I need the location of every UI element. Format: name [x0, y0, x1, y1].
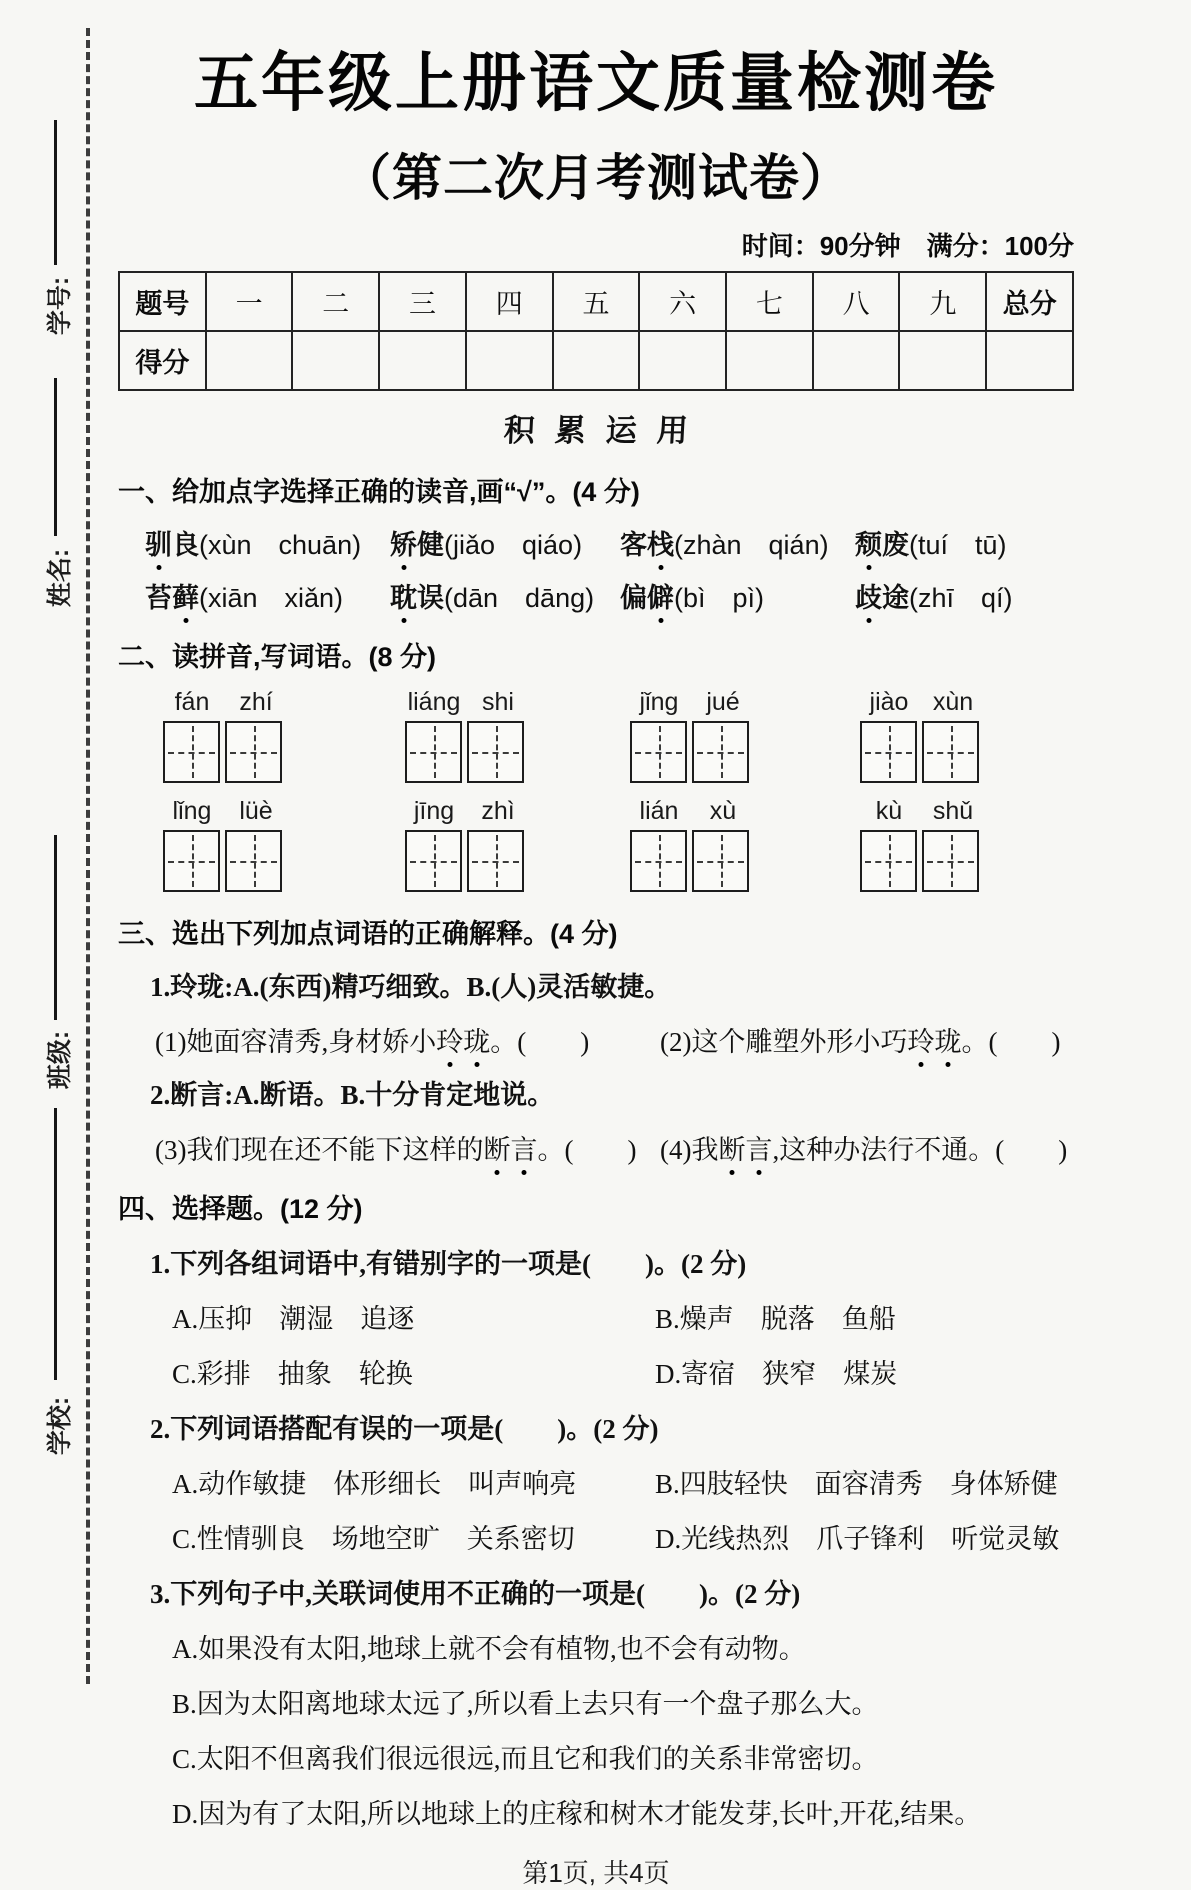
q1-word: [855, 530, 909, 560]
q3-definition-line: 2.断言:A.断语。B.十分肯定地说。: [150, 1080, 555, 1110]
character-writing-box: [225, 830, 282, 892]
q2-pinyin-label: [860, 797, 982, 826]
character-writing-box: [225, 721, 282, 783]
q3-sentence-pair: [118, 1128, 1074, 1167]
pinyin-syllable: lüè: [239, 797, 273, 825]
pinyin-syllable: kù: [875, 797, 903, 825]
pinyin-syllable: jué: [706, 688, 740, 716]
score-table-cell: 七: [726, 272, 813, 331]
q4-option-row: [118, 1352, 1074, 1391]
q2-pinyin-row: [118, 688, 1074, 783]
q4-option: B.燥声 脱落 鱼船: [655, 1304, 896, 1334]
name-label: 姓名:: [46, 548, 74, 608]
q4-subquestion-stem: 2.下列词语搭配有误的一项是( )。(2 分): [150, 1414, 659, 1444]
pinyin-syllable: zhì: [481, 797, 515, 825]
score-empty-cell: [813, 331, 900, 390]
q1-word-row: [118, 576, 1074, 615]
q2-writing-boxes: [860, 830, 1074, 892]
q4-option-row: [118, 1297, 1074, 1336]
score-empty-cell: [379, 331, 466, 390]
exam-time-score-meta: 时间：90分钟 满分：100分: [741, 231, 1074, 261]
score-empty-cell: [292, 331, 379, 390]
dotted-character: 偏: [620, 583, 647, 613]
q2-writing-boxes: [163, 830, 405, 892]
q1-word-item: [390, 576, 620, 615]
name-blank-line: [54, 378, 57, 536]
character-writing-box: [630, 721, 687, 783]
dotted-character: 珑: [934, 1020, 961, 1059]
pinyin-syllable: shi: [482, 688, 514, 716]
dotted-character: 珑: [463, 1020, 490, 1059]
q3-sentence: (3)我们现在还不能下这样的断言。( ): [155, 1128, 660, 1167]
q4-body: [118, 1242, 1074, 1831]
character-writing-box: [630, 830, 687, 892]
score-table-cell: 一: [206, 272, 293, 331]
q1-pinyin-options: (dān dāng): [444, 583, 595, 613]
q1-word: [145, 530, 199, 560]
character-writing-box: [405, 830, 462, 892]
q2-pinyin-group: [163, 797, 405, 892]
score-empty-cell: [899, 331, 986, 390]
q4-title: 四、选择题。(12 分): [118, 1194, 363, 1224]
score-empty-cell: [639, 331, 726, 390]
pinyin-syllable: jiào: [869, 688, 909, 716]
q1-word-row: [118, 523, 1074, 562]
q3-title: 三、选出下列加点词语的正确解释。(4 分): [118, 919, 618, 949]
dotted-character: 途: [882, 583, 909, 613]
score-table-cell: 八: [813, 272, 900, 331]
q2-pinyin-group: [630, 797, 860, 892]
dotted-character: 误: [417, 583, 444, 613]
q1-word-item: [620, 523, 855, 562]
student-id-label: 学号:: [46, 276, 74, 336]
section-title: 积累运用: [502, 413, 709, 448]
pinyin-syllable: lǐng: [172, 797, 212, 825]
q1-word-item: [390, 523, 620, 562]
dotted-character: 矫: [390, 523, 417, 562]
pinyin-syllable: jīng: [413, 797, 455, 825]
dotted-character: 良: [172, 530, 199, 560]
character-writing-box: [860, 721, 917, 783]
q4-option-line: D.因为有了太阳,所以地球上的庄稼和树木才能发芽,长叶,开花,结果。: [172, 1799, 982, 1829]
q4-option-row: [118, 1462, 1074, 1501]
score-table: [118, 271, 1074, 391]
q1-pinyin-options: (xùn chuān): [199, 530, 362, 560]
q1-word: [855, 583, 909, 613]
q2-pinyin-label: [405, 688, 527, 717]
q2-pinyin-group: [860, 688, 1074, 783]
q4-option: C.性情驯良 场地空旷 关系密切: [172, 1524, 575, 1554]
score-table-cell: 三: [379, 272, 466, 331]
q1-word-rows: [118, 523, 1074, 615]
q4-option: D.寄宿 狭窄 煤炭: [655, 1359, 898, 1389]
cut-dashed-line: [86, 28, 90, 1684]
q4-option: B.四肢轻快 面容清秀 身体矫健: [655, 1469, 1058, 1499]
q3-body: [118, 965, 1074, 1167]
character-writing-box: [860, 830, 917, 892]
score-table-cell: 四: [466, 272, 553, 331]
score-table-header-row: [119, 272, 1073, 331]
character-writing-box: [467, 830, 524, 892]
q2-pinyin-group: [630, 688, 860, 783]
q1-word: [620, 530, 674, 560]
score-empty-cell: [986, 331, 1073, 390]
q4-subquestion-stem: 3.下列句子中,关联词使用不正确的一项是( )。(2 分): [150, 1579, 801, 1609]
q4-option: A.动作敏捷 体形细长 叫声响亮: [172, 1469, 577, 1499]
score-empty-cell: [206, 331, 293, 390]
q4-option: A.压抑 潮湿 追逐: [172, 1304, 415, 1334]
q2-pinyin-group: [163, 688, 405, 783]
dotted-character: 耽: [390, 576, 417, 615]
page-number: 第1页, 共4页: [522, 1858, 670, 1888]
q3-sentence: (1)她面容清秀,身材娇小玲珑。( ): [155, 1020, 660, 1059]
score-table-cell: 五: [553, 272, 640, 331]
character-writing-box: [922, 830, 979, 892]
dotted-character: 言: [510, 1128, 537, 1167]
q1-word-item: [620, 576, 855, 615]
dotted-character: 歧: [855, 576, 882, 615]
q1-pinyin-options: (tuí tū): [909, 530, 1007, 560]
pinyin-syllable: liáng: [407, 688, 461, 716]
q2-title: 二、读拼音,写词语。(8 分): [118, 642, 437, 672]
q2-pinyin-label: [630, 688, 752, 717]
character-writing-box: [692, 830, 749, 892]
paper-subtitle: （第二次月考测试卷）: [341, 150, 851, 206]
q1-pinyin-options: (zhàn qián): [674, 530, 829, 560]
q1-pinyin-options: (xiān xiǎn): [199, 583, 344, 613]
q2-pinyin-label: [163, 797, 285, 826]
dotted-character: 健: [417, 530, 444, 560]
q4-option-row: [118, 1517, 1074, 1556]
character-writing-box: [692, 721, 749, 783]
q2-writing-boxes: [405, 721, 630, 783]
character-writing-box: [405, 721, 462, 783]
q3-sentence: (2)这个雕塑外形小巧玲珑。( ): [660, 1020, 1074, 1059]
dotted-character: 客: [620, 530, 647, 560]
q4-option: C.彩排 抽象 轮换: [172, 1359, 413, 1389]
q4-option: D.光线热烈 爪子锋利 听觉灵敏: [655, 1524, 1060, 1554]
dotted-character: 僻: [647, 576, 674, 615]
q2-pinyin-group: [405, 688, 630, 783]
q3-definition-line: 1.玲珑:A.(东西)精巧细致。B.(人)灵活敏捷。: [150, 972, 672, 1002]
q2-writing-boxes: [163, 721, 405, 783]
class-blank-line: [54, 835, 57, 1020]
score-table-cell: 总分: [986, 272, 1073, 331]
q1-word: [390, 583, 444, 613]
q2-pinyin-label: [860, 688, 982, 717]
q2-writing-boxes: [860, 721, 1074, 783]
q1-word-item: [145, 523, 390, 562]
score-table-cell: 九: [899, 272, 986, 331]
q1-word-item: [145, 576, 390, 615]
dotted-character: 栈: [647, 523, 674, 562]
pinyin-syllable: shǔ: [932, 797, 974, 825]
q4-option-line: C.太阳不但离我们很远很远,而且它和我们的关系非常密切。: [172, 1744, 879, 1774]
score-table-score-row: [119, 331, 1073, 390]
dotted-character: 言: [745, 1128, 772, 1167]
q3-sentence: (4)我断言,这种办法行不通。( ): [660, 1128, 1074, 1167]
score-table-cell: 六: [639, 272, 726, 331]
score-row-label: 得分: [119, 331, 206, 390]
q1-pinyin-options: (jiǎo qiáo): [444, 530, 583, 560]
score-table-cell: 二: [292, 272, 379, 331]
q1-word: [145, 583, 199, 613]
student-id-blank-line: [54, 120, 57, 265]
q1-word-item: [855, 523, 1074, 562]
character-writing-box: [163, 830, 220, 892]
dotted-character: 断: [483, 1128, 510, 1167]
pinyin-syllable: xùn: [932, 688, 974, 716]
q1-title: 一、给加点字选择正确的读音,画“√”。(4 分): [118, 477, 640, 507]
pinyin-syllable: zhí: [239, 688, 273, 716]
q2-writing-boxes: [630, 721, 860, 783]
dotted-character: 颓: [855, 523, 882, 562]
q1-pinyin-options: (zhī qí): [909, 583, 1013, 613]
school-label: 学校:: [46, 1396, 74, 1456]
q2-writing-boxes: [405, 830, 630, 892]
dotted-character: 玲: [907, 1020, 934, 1059]
q2-pinyin-group: [860, 797, 1074, 892]
q4-option-line: B.因为太阳离地球太远了,所以看上去只有一个盘子那么大。: [172, 1689, 879, 1719]
paper-title: 五年级上册语文质量检测卷: [194, 47, 998, 119]
dotted-character: 玲: [436, 1020, 463, 1059]
q1-word: [390, 530, 444, 560]
score-empty-cell: [553, 331, 640, 390]
dotted-character: 苔: [145, 583, 172, 613]
pinyin-syllable: xù: [709, 797, 737, 825]
q4-subquestion-stem: 1.下列各组词语中,有错别字的一项是( )。(2 分): [150, 1249, 747, 1279]
school-blank-line: [54, 1108, 57, 1380]
score-empty-cell: [466, 331, 553, 390]
q1-pinyin-options: (bì pì): [674, 583, 765, 613]
dotted-character: 废: [882, 530, 909, 560]
score-empty-cell: [726, 331, 813, 390]
q2-pinyin-label: [405, 797, 527, 826]
q2-pinyin-group: [405, 797, 630, 892]
dotted-character: 驯: [145, 523, 172, 562]
q2-writing-boxes: [630, 830, 860, 892]
q2-pinyin-label: [630, 797, 752, 826]
q1-word-item: [855, 576, 1074, 615]
q2-pinyin-row: [118, 797, 1074, 892]
q2-pinyin-grid: [118, 688, 1074, 892]
score-table-cell: 题号: [119, 272, 206, 331]
character-writing-box: [922, 721, 979, 783]
pinyin-syllable: jǐng: [639, 688, 679, 716]
q4-option-line: A.如果没有太阳,地球上就不会有植物,也不会有动物。: [172, 1634, 806, 1664]
character-writing-box: [163, 721, 220, 783]
dotted-character: 断: [718, 1128, 745, 1167]
q1-word: [620, 583, 674, 613]
character-writing-box: [467, 721, 524, 783]
dotted-character: 藓: [172, 576, 199, 615]
pinyin-syllable: lián: [639, 797, 679, 825]
pinyin-syllable: fán: [174, 688, 210, 716]
paper-content: [118, 0, 1074, 1890]
q2-pinyin-label: [163, 688, 285, 717]
q3-sentence-pair: [118, 1020, 1074, 1059]
class-label: 班级:: [46, 1030, 74, 1090]
